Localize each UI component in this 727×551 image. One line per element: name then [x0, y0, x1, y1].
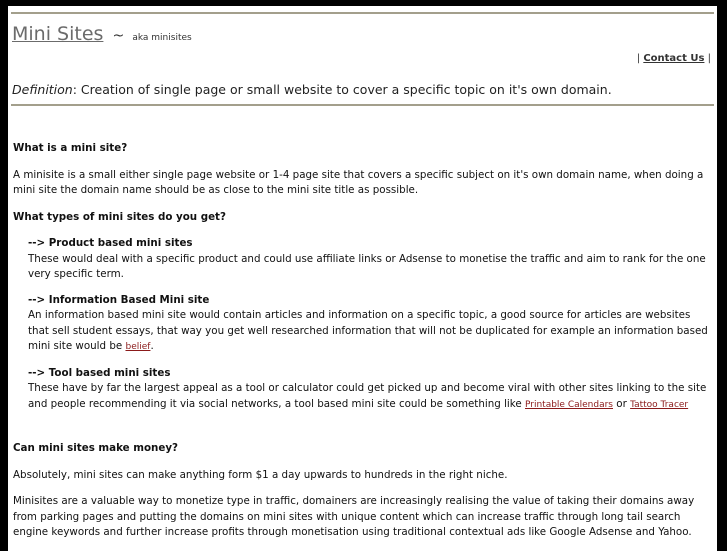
- title-row: [12, 23, 192, 45]
- type-tool-title: --> Tool based mini sites: [28, 366, 171, 379]
- header-divider: [11, 104, 714, 106]
- contact-pipe-left: |: [636, 53, 641, 64]
- type-tool: [28, 366, 711, 414]
- question-what-is: What is a mini site?: [13, 142, 128, 154]
- printable-calendars-link[interactable]: Printable Calendars: [525, 399, 613, 410]
- definition: [12, 82, 612, 97]
- type-information: [28, 293, 711, 356]
- answer-monetize: Minisites are a valuable way to monetize type in traffic, domainers are increasingly realising the value of taking their domains away from parking pages and putting the domains on mini sites with unique content which can increase traffic through long tail search engine keywords and further increase profits through monetisation using traditional contextual ads like Google Adsense and Yahoo.: [13, 495, 695, 538]
- type-tool-mid: or: [613, 397, 631, 410]
- type-tool-body: [28, 381, 711, 413]
- type-product-title: --> Product based mini sites: [28, 237, 193, 249]
- type-information-body: [28, 308, 711, 356]
- type-information-text: An information based mini site would contain articles and information on a specific topic, a good source for articles are websites that sell student essays, that way you get well researched information that will not be duplicated for example an information based mini site would be: [28, 309, 708, 352]
- answer-what-is: A minisite is a small either single page website or 1-4 page site that covers a specific subject on it's own domain name, when doing a mini site the domain name should be as close to the mini site title as possible.: [13, 168, 704, 196]
- question-money: Can mini sites make money?: [13, 442, 179, 454]
- spacer: [13, 423, 711, 441]
- type-tool-text: These have by far the largest appeal as a tool or calculator could get picked up and become viral with other sites linking to the site and people recommending it via social networks, a tool based mini site could be something like: [28, 382, 707, 410]
- tattoo-tracer-link[interactable]: Tattoo Tracer: [630, 399, 689, 410]
- contact-us-link[interactable]: Contact Us: [643, 53, 705, 64]
- title-tilde: ~: [112, 28, 125, 44]
- type-information-title: --> Information Based Mini site: [28, 293, 210, 306]
- site-title-link[interactable]: Mini Sites: [12, 23, 104, 45]
- contact-pipe-right: |: [707, 53, 711, 64]
- answer-money: Absolutely, mini sites can make anything form $1 a day upwards to hundreds in the right niche.: [13, 468, 508, 481]
- definition-text: : Creation of single page or small website to cover a specific topic on it's own domain.: [72, 82, 612, 97]
- top-divider: [11, 12, 714, 14]
- belief-link[interactable]: belief: [125, 342, 151, 352]
- contact-row: [637, 53, 711, 64]
- type-product: [28, 236, 711, 283]
- type-product-text: These would deal with a specific product and could use affiliate links or Adsense to monetise the traffic and aim to rank for the one very specific term.: [28, 252, 706, 280]
- page: [6, 6, 717, 551]
- definition-label: Definition: [12, 82, 73, 97]
- article-content: [13, 141, 711, 551]
- aka-text: aka minisites: [132, 33, 192, 43]
- type-information-after: .: [150, 340, 154, 352]
- question-types: What types of mini sites do you get?: [13, 210, 226, 223]
